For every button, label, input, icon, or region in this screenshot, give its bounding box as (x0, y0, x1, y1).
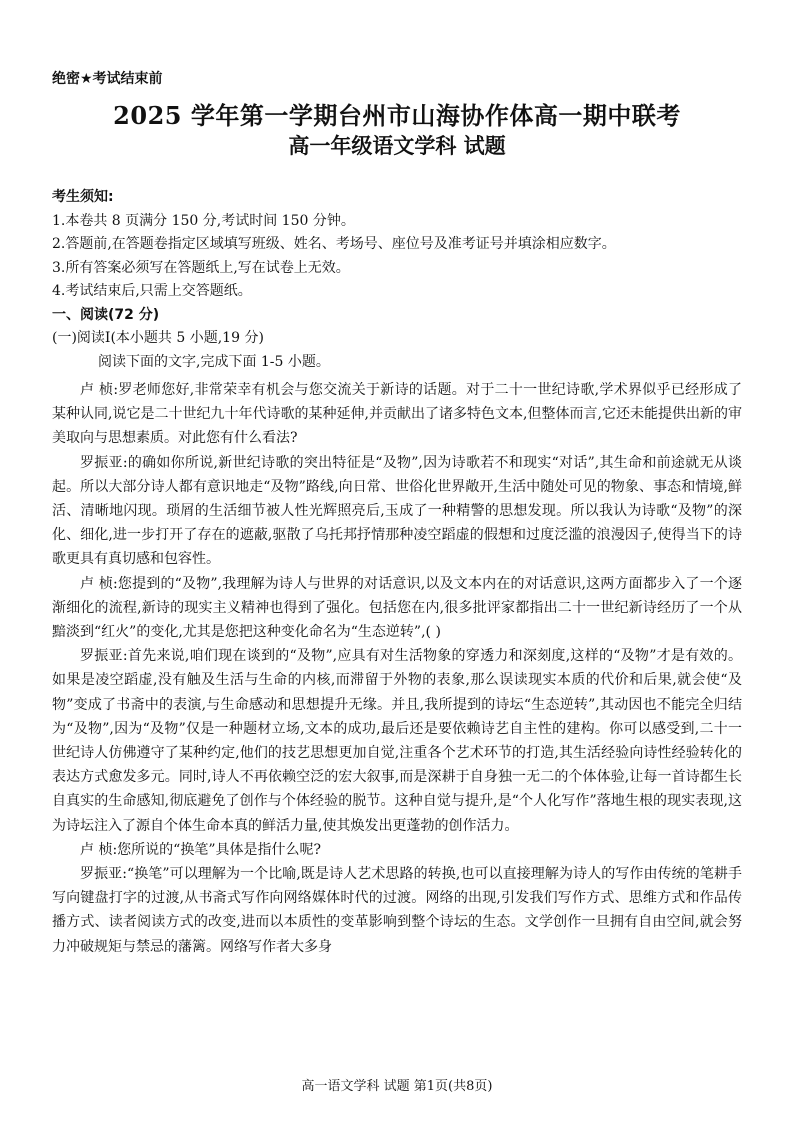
section-heading: 一、阅读(72 分) (52, 306, 160, 323)
notice-item: 3.所有答案必须写在答题纸上,写在试卷上无效。 (52, 259, 350, 276)
passage-paragraph: 罗振亚:的确如你所说,新世纪诗歌的突出特征是“及物”,因为诗歌若不和现实“对话”,其生命和前途就无从谈起。所以大部分诗人都有意识地走“及物”路线,向日常、世俗化世界敞开,生活中随处可见的物象、事态和情境,鲜活、清晰地闪现。琐屑的生活细节被人性光辉照亮后,玉成了一种精警的思想发现。所以我认为诗歌“及物”的深化、细化,进一步打开了存在的遮蔽,驱散了乌托邦抒情那种凌空蹈虚的假想和过度泛滥的浪漫因子,使得当下的诗歌更具有真切感和包容性。 (52, 454, 742, 568)
candidate-notice (52, 186, 752, 374)
notice-heading: 考生须知: (52, 189, 114, 205)
exam-subtitle: 高一年级语文学科 试题 (288, 133, 506, 158)
notice-item: 1.本卷共 8 页满分 150 分,考试时间 150 分钟。 (52, 212, 355, 229)
passage-paragraph: 卢 桢:您提到的“及物”,我理解为诗人与世界的对话意识,以及文本内在的对话意识,这两方面都步入了一个逐渐细化的流程,新诗的现实主义精神也得到了强化。包括您在内,很多批评家都指出二十一世纪新诗经历了一个从黯淡到“红火”的变化,尤其是您把这种变化命名为“生态逆转”,( ) (52, 575, 742, 641)
passage-paragraph: 罗振亚:首先来说,咱们现在谈到的“及物”,应具有对生活物象的穿透力和深刻度,这样的“及物”才是有效的。如果是凌空蹈虚,没有触及生活与生命的内核,而滞留于外物的表象,那么误读现实本质的代价和后果,就会使“及物”变成了书斋中的表演,与生命感动和思想提升无缘。并且,我所提到的诗坛“生态逆转”,其动因也不能完全归结为“及物”,因为“及物”仅是一种题材立场,文本的成功,最后还是要依赖诗艺自主性的建构。你可以感受到,二十一世纪诗人仿佛遵守了某种约定,他们的技艺思想更加自觉,注重各个艺术环节的打造,其生活经验向诗性经验转化的表达方式愈发多元。同时,诗人不再依赖空泛的宏大叙事,而是深耕于自身独一无二的个体体验,让每一首诗都生长自真实的生命感知,彻底避免了创作与个体经验的脱节。这种自觉与提升,是“个人化写作”落地生根的现实表现,这为诗坛注入了源自个体生命本真的鲜活力量,使其焕发出更蓬勃的创作活力。 (52, 648, 742, 834)
notice-item: 2.答题前,在答题卷指定区域填写班级、姓名、考场号、座位号及准考证号并填涂相应数字。 (52, 236, 616, 252)
confidential-label: 绝密★考试结束前 (52, 71, 163, 87)
passage-paragraph: 罗振亚:“换笔”可以理解为一个比喻,既是诗人艺术思路的转换,也可以直接理解为诗人的写作由传统的笔耕手写向键盘打字的过渡,从书斋式写作向网络媒体时代的过渡。网络的出现,引发我们写作方式、思维方式和作品传播方式、读者阅读方式的改变,进而以本质性的变革影响到整个诗坛的生态。文学创作一旦拥有自由空间,就会努力冲破规矩与禁忌的藩篱。网络写作者大多身 (52, 866, 742, 955)
passage-paragraph: 卢 桢:您所说的“换笔”具体是指什么呢? (80, 841, 321, 858)
notice-item: 4.考试结束后,只需上交答题纸。 (52, 283, 252, 299)
subsection-heading: (一)阅读Ⅰ(本小题共 5 小题,19 分) (52, 330, 264, 346)
exam-title: 2025 学年第一学期台州市山海协作体高一期中联考 (113, 101, 681, 130)
passage-paragraph: 卢 桢:罗老师您好,非常荣幸有机会与您交流关于新诗的话题。对于二十一世纪诗歌,学术界似乎已经形成了某种认同,说它是二十世纪九十年代诗歌的某种延伸,并贡献出了诸多特色文本,但整体而言,它还未能提供出新的审美取向与思想素质。对此您有什么看法? (52, 382, 742, 447)
reading-instruction: 阅读下面的文字,完成下面 1-5 小题。 (98, 353, 330, 370)
page-footer: 高一语文学科 试题 第1页(共8页) (301, 1079, 493, 1094)
reading-passage (52, 378, 742, 959)
